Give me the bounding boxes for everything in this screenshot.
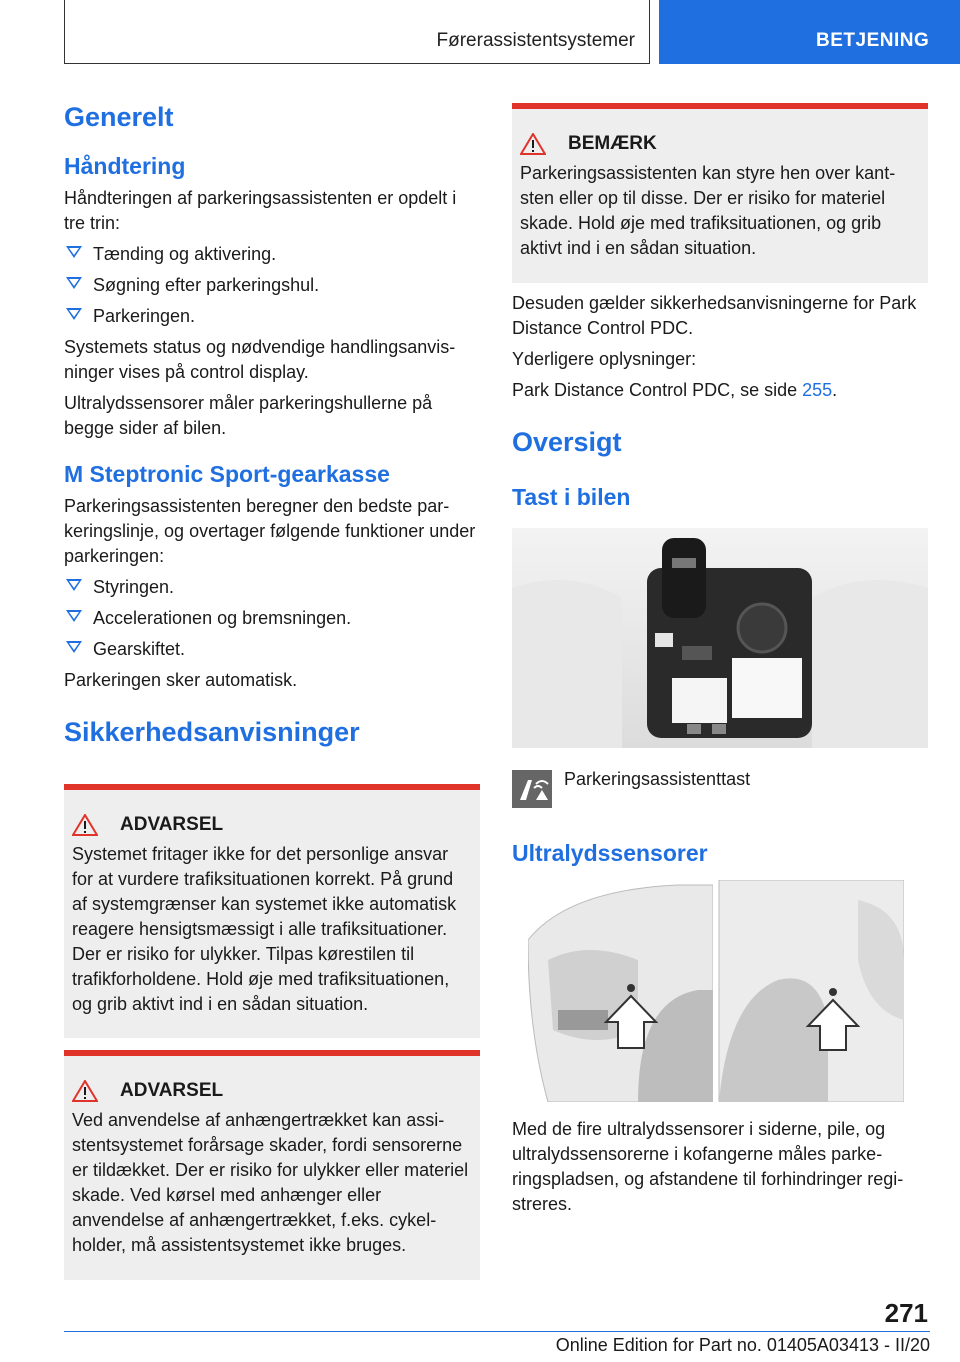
note-text: Parkeringsassistenten kan styre hen over kantsten eller op til disse. Der er risiko for materiel skade. Hold øje med trafiksituationen, og grib aktivt ind i en sådan situation. — [520, 163, 896, 258]
warning-triangle-icon — [520, 133, 546, 155]
parking-assistant-button-icon — [512, 770, 552, 808]
heading-steptronic: M Steptronic Sport-gearkasse — [64, 461, 390, 487]
paragraph-automatic: Parkeringen sker automatisk. — [64, 670, 298, 690]
bullet-triangle-icon — [66, 641, 82, 653]
heading-tast-i-bilen: Tast i bilen — [512, 484, 631, 510]
header-chapter-title: BETJENING — [816, 30, 930, 51]
center-console-image — [512, 528, 928, 748]
list-item: Gearskiftet. — [64, 637, 480, 662]
steps-list — [64, 242, 480, 329]
paragraph-more-info: Yderligere oplysninger: — [512, 349, 697, 369]
warning-text: Systemet fritager ikke for det personlige ansvar for at vurdere trafiksituationen korrekt. På grund af systemgrænser kan systemet ikke automatisk reagere hensigtsmæssigt i alle trafiksituationer. Der er risiko for ulykker. Tilpas kørestilen til trafikforholdene. Hold øje med trafiksituationen, og grib aktivt ind i en sådan situation. — [72, 844, 457, 1014]
page-reference-link[interactable]: 255 — [802, 380, 833, 400]
page-number: 271 — [884, 1298, 928, 1328]
heading-safety: Sikkerhedsanvisninger — [64, 717, 360, 747]
list-item: Styringen. — [64, 575, 480, 600]
left-column — [64, 102, 480, 748]
list-item: Parkeringen. — [64, 304, 480, 329]
bullet-triangle-icon — [66, 579, 82, 591]
warning-box-1 — [64, 784, 480, 1038]
header-section-title: Førerassistentsystemer — [436, 30, 635, 51]
functions-list — [64, 575, 480, 662]
list-item: Tænding og aktivering. — [64, 242, 480, 267]
note-box-title: BEMÆRK — [520, 133, 920, 155]
header-section-tab — [64, 0, 650, 64]
bullet-triangle-icon — [66, 277, 82, 289]
footer-divider — [64, 1331, 930, 1332]
list-item: Accelerationen og bremsningen. — [64, 606, 480, 631]
button-caption: Parkeringsassistenttast — [564, 769, 751, 789]
bullet-triangle-icon — [66, 246, 82, 258]
warning-box-2 — [64, 1050, 480, 1280]
paragraph-sensors: Med de fire ultralydssensorer i siderne, pile, og ultralydssensorerne i kofangerne måles parkeringspladsen, og afstandene til forhindringer registreres. — [512, 1119, 904, 1214]
ultrasonic-sensors-image — [528, 880, 904, 1102]
paragraph-intro: Håndteringen af parkeringsassistenten er opdelt i tre trin: — [64, 188, 457, 233]
bullet-triangle-icon — [66, 308, 82, 320]
list-item: Søgning efter parkeringshul. — [64, 273, 480, 298]
warning-triangle-icon — [72, 814, 98, 836]
header-chapter-tab — [659, 0, 960, 64]
warning-box-title: ADVARSEL — [72, 814, 472, 836]
right-column — [512, 291, 928, 511]
paragraph-calculation: Parkeringsassistenten beregner den bedste parkeringslinje, og overtager følgende funktioner under parkeringen: — [64, 496, 476, 566]
heading-generelt: Generelt — [64, 102, 174, 132]
warning-triangle-icon — [72, 1080, 98, 1102]
footer-edition: Online Edition for Part no. 01405A03413 - II/20 — [555, 1335, 930, 1355]
heading-oversigt: Oversigt — [512, 427, 622, 457]
paragraph-reference: Park Distance Control PDC, se side 255. — [512, 380, 838, 400]
note-box — [512, 103, 928, 283]
warning-box-title: ADVARSEL — [72, 1080, 472, 1102]
paragraph-also-applies: Desuden gælder sikkerhedsanvisningerne for Park Distance Control PDC. — [512, 293, 917, 338]
paragraph-ultrasonic: Ultralydssensorer måler parkeringshullerne på begge sider af bilen. — [64, 393, 433, 438]
heading-handtering: Håndtering — [64, 153, 186, 179]
paragraph-status: Systemets status og nødvendige handlingsanvisninger vises på control display. — [64, 337, 456, 382]
bullet-triangle-icon — [66, 610, 82, 622]
warning-text: Ved anvendelse af anhængertrækket kan assistentsystemet forårsage skader, fordi sensorerne er tildækket. Der er risiko for ulykker eller materiel skade. Ved kørsel med anhænger eller anvendelse af anhængertrækket, f.eks. cykelholder, må assistentsystemet ikke bruges. — [72, 1110, 469, 1255]
heading-ultrasonic-sensors: Ultralydssensorer — [512, 840, 708, 866]
